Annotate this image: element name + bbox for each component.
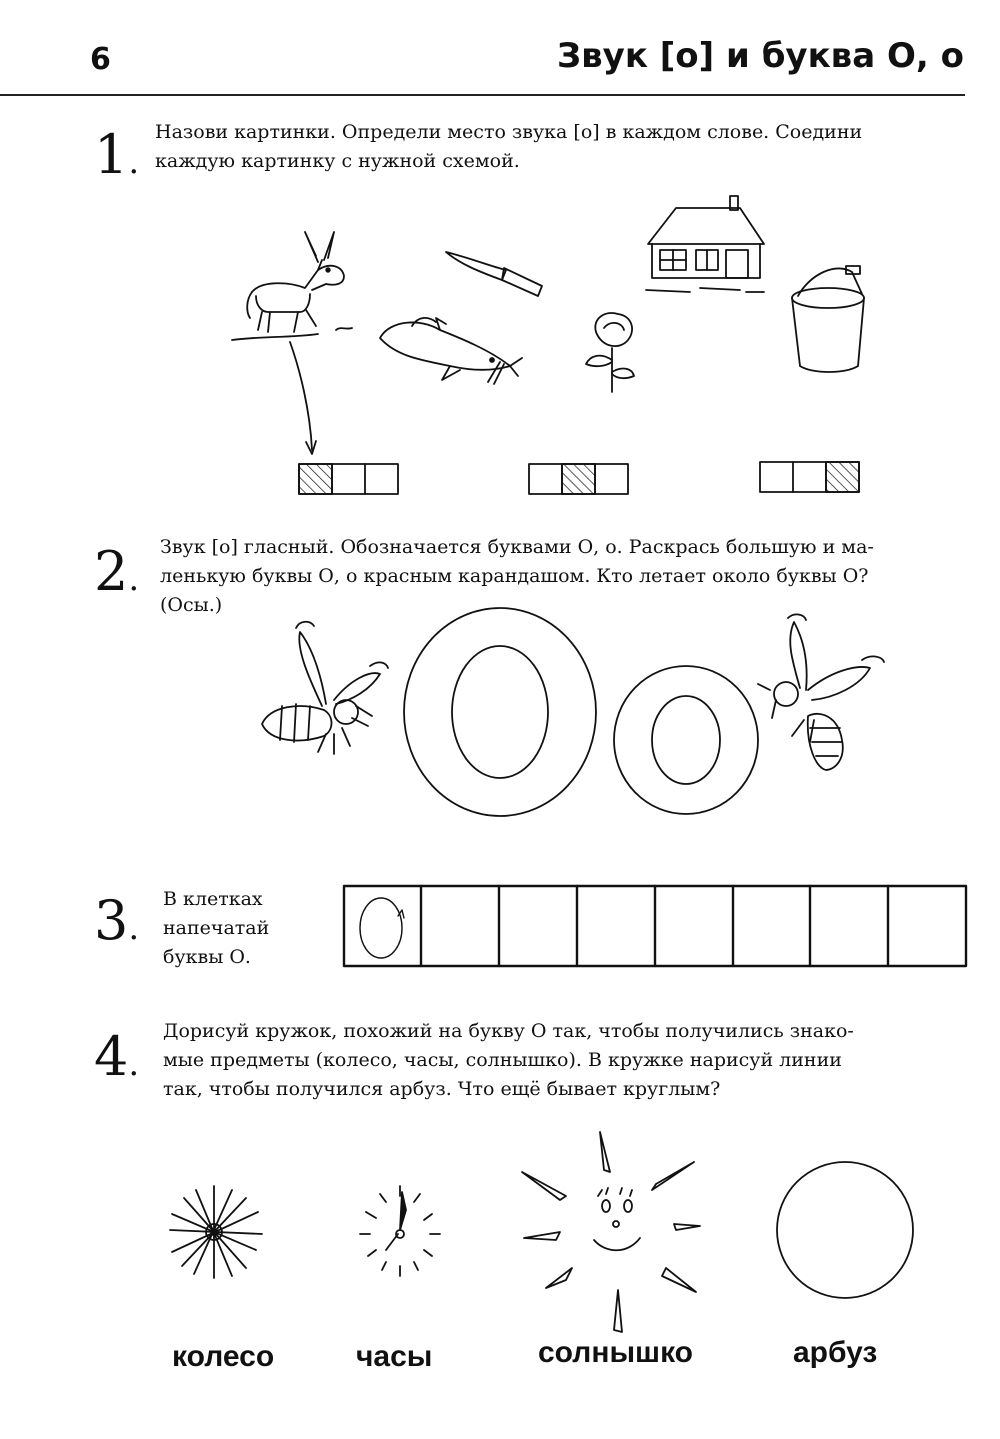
task-2-number: 2. xyxy=(94,540,140,603)
task-1-number: 1. xyxy=(94,123,140,186)
task-3-number: 3. xyxy=(94,889,140,952)
label-sun: солнышко xyxy=(538,1336,694,1369)
bucket-icon xyxy=(792,266,864,372)
connector-arrow xyxy=(290,342,312,450)
task-1-line-1: Назови картинки. Определи место звука [о] в каждом слове. Соедини xyxy=(155,121,863,143)
small-letter-o xyxy=(614,666,758,814)
label-clock: часы xyxy=(356,1340,433,1373)
letter-cells xyxy=(344,886,966,966)
task-2-line-2: ленькую буквы О, о красным карандашом. Кто летает около буквы О? xyxy=(160,565,869,587)
donkey-icon xyxy=(232,232,352,340)
sound-scheme-3 xyxy=(760,462,859,492)
page-number: 6 xyxy=(90,42,111,77)
sound-scheme-1 xyxy=(299,464,398,494)
task-3-line-3: буквы О. xyxy=(163,946,251,968)
task-4-line-2: мые предметы (колесо, часы, солнышко). В кружке нарисуй линии xyxy=(163,1049,842,1071)
task-4-line-1: Дорисуй кружок, похожий на букву О так, чтобы получились знако- xyxy=(163,1020,854,1042)
task-3-line-1: В клетках xyxy=(163,888,263,910)
task-4-number: 4. xyxy=(94,1025,140,1088)
wasp-right-icon xyxy=(758,614,884,770)
wasp-left-icon xyxy=(262,622,388,754)
task-1-line-2: каждую картинку с нужной схемой. xyxy=(155,150,520,172)
knife-icon xyxy=(446,252,542,296)
page-title: Звук [о] и буква О, о xyxy=(557,36,964,76)
sound-scheme-2 xyxy=(529,464,628,494)
clock-icon xyxy=(360,1186,440,1276)
fish-icon xyxy=(380,318,522,384)
task-3-line-2: напечатай xyxy=(163,917,270,939)
label-watermelon: арбуз xyxy=(793,1336,878,1369)
sun-icon xyxy=(522,1132,700,1332)
task-2-line-1: Звук [о] гласный. Обозначается буквами О, о. Раскрась большую и ма- xyxy=(160,536,874,558)
task-2-line-3: (Осы.) xyxy=(160,594,223,616)
label-wheel: колесо xyxy=(172,1340,275,1373)
big-letter-o xyxy=(404,608,596,816)
house-icon xyxy=(646,196,764,292)
rose-icon xyxy=(586,313,634,392)
wheel-icon xyxy=(170,1186,262,1278)
watermelon-circle xyxy=(777,1162,913,1298)
task-4-line-3: так, чтобы получился арбуз. Что ещё бывает круглым? xyxy=(163,1078,721,1100)
